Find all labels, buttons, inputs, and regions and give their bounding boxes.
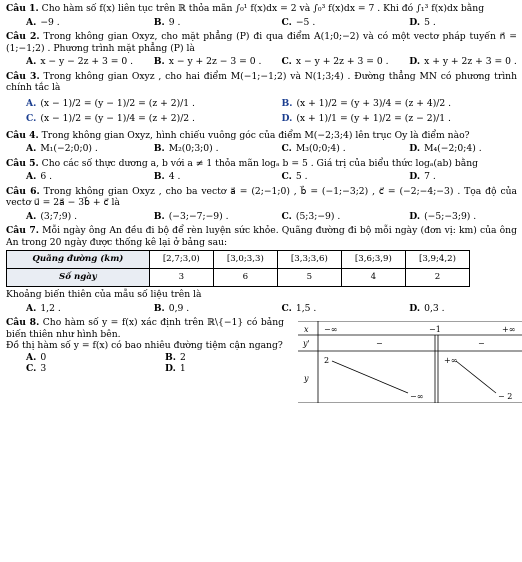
option-d[interactable]: D. (−5;−3;9) . xyxy=(409,210,477,222)
question-number: Câu 2. xyxy=(6,31,40,42)
frequency-table xyxy=(6,250,470,287)
option-c[interactable]: C. −5 . xyxy=(281,16,316,28)
option-c[interactable]: C. (5;3;−9) . xyxy=(281,210,341,222)
question-number: Câu 8. xyxy=(6,317,40,328)
question-stem: Trong không gian Oxyz , cho hai điểm M(−1;−1;2) và N(1;3;4) . Đường thẳng MN có phương trình chính tắc là xyxy=(6,70,517,93)
option-d[interactable]: D. 0,3 . xyxy=(409,302,445,314)
option-c[interactable]: C. (x − 1)/2 = (y − 1)/4 = (z + 2)/2 . xyxy=(26,113,195,124)
options xyxy=(6,171,517,183)
table-row xyxy=(7,251,470,269)
option-a[interactable]: A. −9 . xyxy=(26,16,60,28)
decreasing-arrow xyxy=(332,361,408,393)
option-b[interactable]: B. 9 . xyxy=(153,16,181,28)
row-header: Quãng đường (km) xyxy=(7,251,150,269)
question-8 xyxy=(6,317,517,401)
question-stem: Mỗi ngày ông An đều đi bộ để rèn luyện sức khỏe. Quãng đường đi bộ mỗi ngày (đơn vị: km) của ông An trong 20 ngày được thống kê lại ở bảng sau: xyxy=(6,225,517,248)
table-cell: [3,6;3,9) xyxy=(341,251,405,269)
question-number: Câu 6. xyxy=(6,185,40,197)
question-number: Câu 7. xyxy=(6,225,39,236)
table-cell: 4 xyxy=(341,269,405,287)
question-stem-2: Đồ thị hàm số y = f(x) có bao nhiêu đường tiệm cận ngang? xyxy=(6,340,283,351)
option-d[interactable]: D. 5 . xyxy=(409,16,436,28)
question-number: Câu 3. xyxy=(6,70,40,82)
option-a[interactable]: A. M₁(−2;0;0) . xyxy=(26,143,98,154)
table-cell: [2,7;3,0) xyxy=(149,251,213,269)
option-b[interactable]: B. 4 . xyxy=(153,171,181,182)
option-a[interactable]: A. (3;7;9) . xyxy=(26,210,78,222)
question-number: Câu 1. xyxy=(6,3,39,14)
question-number: Câu 5. xyxy=(6,157,39,169)
y-label: y xyxy=(304,374,309,383)
question-3 xyxy=(6,71,517,127)
question-stem: Trong không gian Oxyz, hình chiếu vuông góc của điểm M(−2;3;4) lên trục Oy là điểm nào? xyxy=(41,129,470,141)
option-c[interactable]: C. 5 . xyxy=(281,171,308,182)
x-value: −1 xyxy=(429,325,441,334)
options xyxy=(6,56,517,68)
option-b[interactable]: B. 0,9 . xyxy=(153,302,190,314)
options-row-1 xyxy=(6,352,284,364)
question-4 xyxy=(6,130,517,155)
table-cell: 6 xyxy=(213,269,277,287)
question-7 xyxy=(6,225,517,314)
table-cell: [3,0;3,3) xyxy=(213,251,277,269)
x-label: x xyxy=(304,325,309,334)
option-b[interactable]: B. M₂(0;3;0) . xyxy=(153,143,219,154)
x-value: +∞ xyxy=(502,325,516,334)
table-cell: 3 xyxy=(149,269,213,287)
y-value: 2 xyxy=(324,356,330,365)
y-value: − 2 xyxy=(498,392,513,401)
question-stem: Cho hàm số y = f(x) xác định trên ℝ\{−1} có bảng biến thiên như hình bên. xyxy=(6,317,285,340)
option-a[interactable]: A. 0 xyxy=(26,351,47,363)
option-d[interactable]: D. 7 . xyxy=(409,171,436,182)
table-cell: [3,9;4,2) xyxy=(405,251,469,269)
variation-table-svg xyxy=(298,321,522,403)
options xyxy=(6,96,517,127)
y-value: +∞ xyxy=(444,356,458,365)
question-stem: Cho hàm số f(x) liên tục trên ℝ thỏa mãn ∫₀¹ f(x)dx = 2 và ∫₀³ f(x)dx = 7 . Khi đó ∫₁³ f(x)dx bằng xyxy=(41,3,485,14)
option-b[interactable]: B. (−3;−7;−9) . xyxy=(153,210,229,222)
question-number: Câu 4. xyxy=(6,129,39,141)
yprime-label: y' xyxy=(303,339,310,348)
table-cell: 5 xyxy=(277,269,341,287)
question-5 xyxy=(6,158,517,183)
derivative-sign: − xyxy=(376,339,383,348)
question-1 xyxy=(6,3,517,28)
question-followup: Khoảng biến thiên của mẫu số liệu trên là xyxy=(6,289,202,300)
question-stem: Cho các số thực dương a, b với a ≠ 1 thỏa mãn logₐ b = 5 . Giá trị của biểu thức logₐ(ab) bằng xyxy=(41,157,479,169)
question-stem: Trong không gian Oxyz, cho mặt phẳng (P) đi qua điểm A(1;0;−2) và có một vectơ pháp tuyến n⃗ = (1;−1;2) . Phương trình mặt phẳng (P) là xyxy=(6,31,517,54)
option-a[interactable]: A. (x − 1)/2 = (y − 1)/2 = (z + 2)/1 . xyxy=(26,97,195,109)
decreasing-arrow xyxy=(456,361,496,393)
x-value: −∞ xyxy=(324,325,338,334)
option-c[interactable]: C. M₃(0;0;4) . xyxy=(281,143,346,154)
options xyxy=(6,143,517,155)
option-d[interactable]: D. 1 xyxy=(165,363,186,374)
options xyxy=(6,303,517,315)
options xyxy=(6,211,517,223)
option-d[interactable]: D. M₄(−2;0;4) . xyxy=(409,143,482,154)
option-b[interactable]: B. 2 xyxy=(165,351,186,363)
options xyxy=(6,17,517,29)
option-b[interactable]: B. (x + 1)/2 = (y + 3)/4 = (z + 4)/2 . xyxy=(281,97,452,109)
question-6 xyxy=(6,186,517,223)
option-a[interactable]: A. 6 . xyxy=(26,171,53,182)
options-row-2 xyxy=(6,363,284,375)
question-2 xyxy=(6,31,517,68)
question-stem: Trong không gian Oxyz , cho ba vectơ a⃗ = (2;−1;0) , b⃗ = (−1;−3;2) , c⃗ = (−2;−4;−3) . Tọa độ của vectơ u⃗ = 2a⃗ − 3b⃗ + c⃗ là xyxy=(6,185,517,208)
derivative-sign: − xyxy=(478,339,485,348)
table-row xyxy=(7,269,470,287)
option-d[interactable]: D. (x + 1)/1 = (y + 1)/2 = (z − 2)/1 . xyxy=(281,113,451,124)
option-c[interactable]: C. 3 xyxy=(26,363,47,374)
option-c[interactable]: C. 1,5 . xyxy=(281,302,317,314)
option-b[interactable]: B. x − y + 2z − 3 = 0 . xyxy=(153,56,262,67)
option-c[interactable]: C. x − y + 2z + 3 = 0 . xyxy=(281,56,389,67)
variation-table xyxy=(298,321,522,403)
option-a[interactable]: A. 1,2 . xyxy=(26,302,61,314)
table-cell: 2 xyxy=(405,269,469,287)
row-header: Số ngày xyxy=(7,269,150,287)
y-value: −∞ xyxy=(410,392,424,401)
table-cell: [3,3;3,6) xyxy=(277,251,341,269)
option-a[interactable]: A. x − y − 2z + 3 = 0 . xyxy=(26,56,134,67)
option-d[interactable]: D. x + y + 2z + 3 = 0 . xyxy=(409,56,517,67)
